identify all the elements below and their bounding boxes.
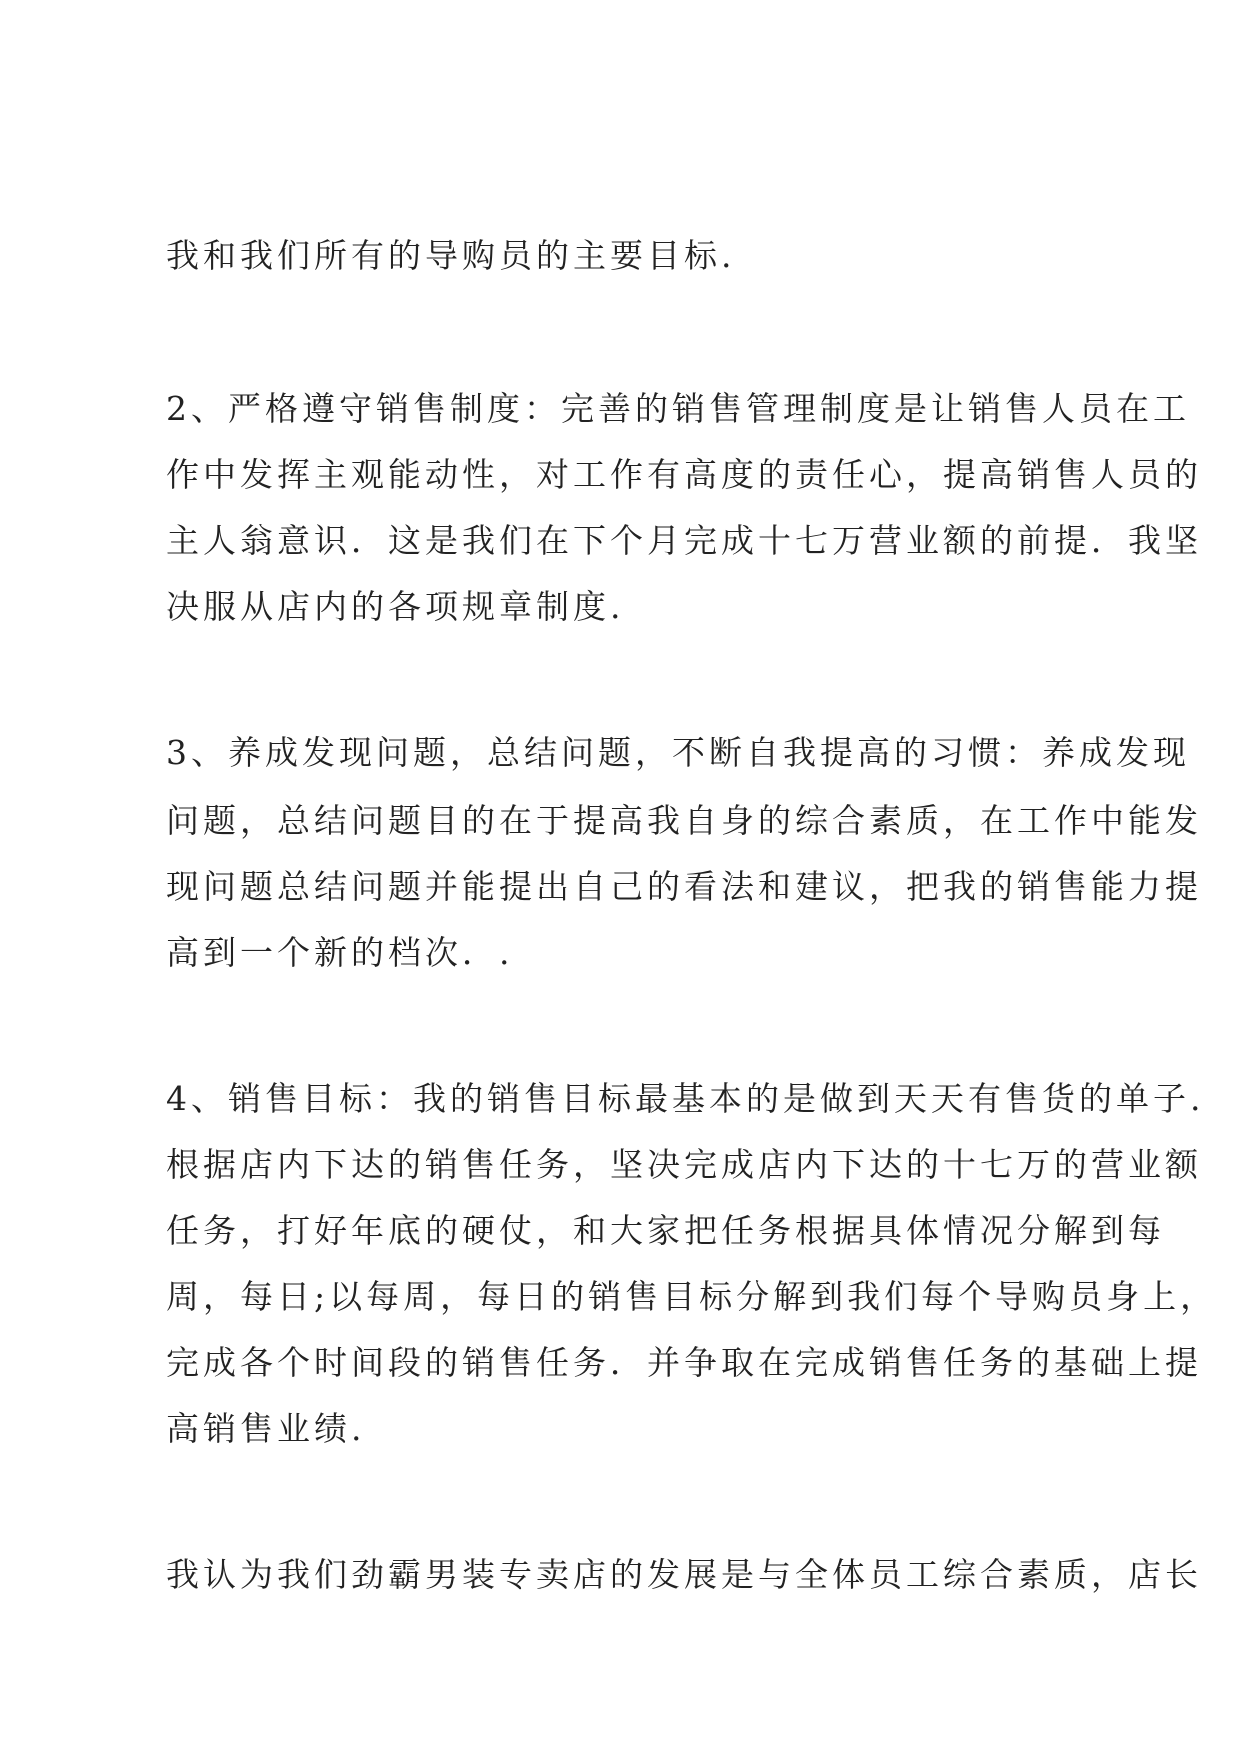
text-line: 我认为我们劲霸男装专卖店的发展是与全体员工综合素质，店长 xyxy=(166,1555,1202,1594)
text-line: 任务，打好年底的硬仗，和大家把任务根据具体情况分解到每 xyxy=(166,1211,1165,1250)
text-line: 高到一个新的档次．. xyxy=(166,933,514,972)
text-line: 作中发挥主观能动性，对工作有高度的责任心，提高销售人员的 xyxy=(166,455,1202,494)
text-line: 决服从店内的各项规章制度. xyxy=(166,587,625,626)
text-line: 高销售业绩. xyxy=(166,1409,366,1448)
text-line: 现问题总结问题并能提出自己的看法和建议，把我的销售能力提 xyxy=(166,867,1202,906)
text-line: 周，每日;以每周，每日的销售目标分解到我们每个导购员身上， xyxy=(166,1277,1218,1316)
text-line: 3、养成发现问题，总结问题，不断自我提高的习惯：养成发现 xyxy=(166,733,1190,772)
text-line: 主人翁意识．这是我们在下个月完成十七万营业额的前提．我坚 xyxy=(166,521,1202,560)
text-line: 2、严格遵守销售制度：完善的销售管理制度是让销售人员在工 xyxy=(166,389,1190,428)
text-line: 我和我们所有的导购员的主要目标. xyxy=(166,236,736,275)
text-line: 完成各个时间段的销售任务．并争取在完成销售任务的基础上提 xyxy=(166,1343,1202,1382)
text-line: 问题，总结问题目的在于提高我自身的综合素质，在工作中能发 xyxy=(166,801,1202,840)
text-line: 根据店内下达的销售任务，坚决完成店内下达的十七万的营业额 xyxy=(166,1145,1202,1184)
text-line: 4、销售目标：我的销售目标最基本的是做到天天有售货的单子. xyxy=(166,1079,1205,1118)
